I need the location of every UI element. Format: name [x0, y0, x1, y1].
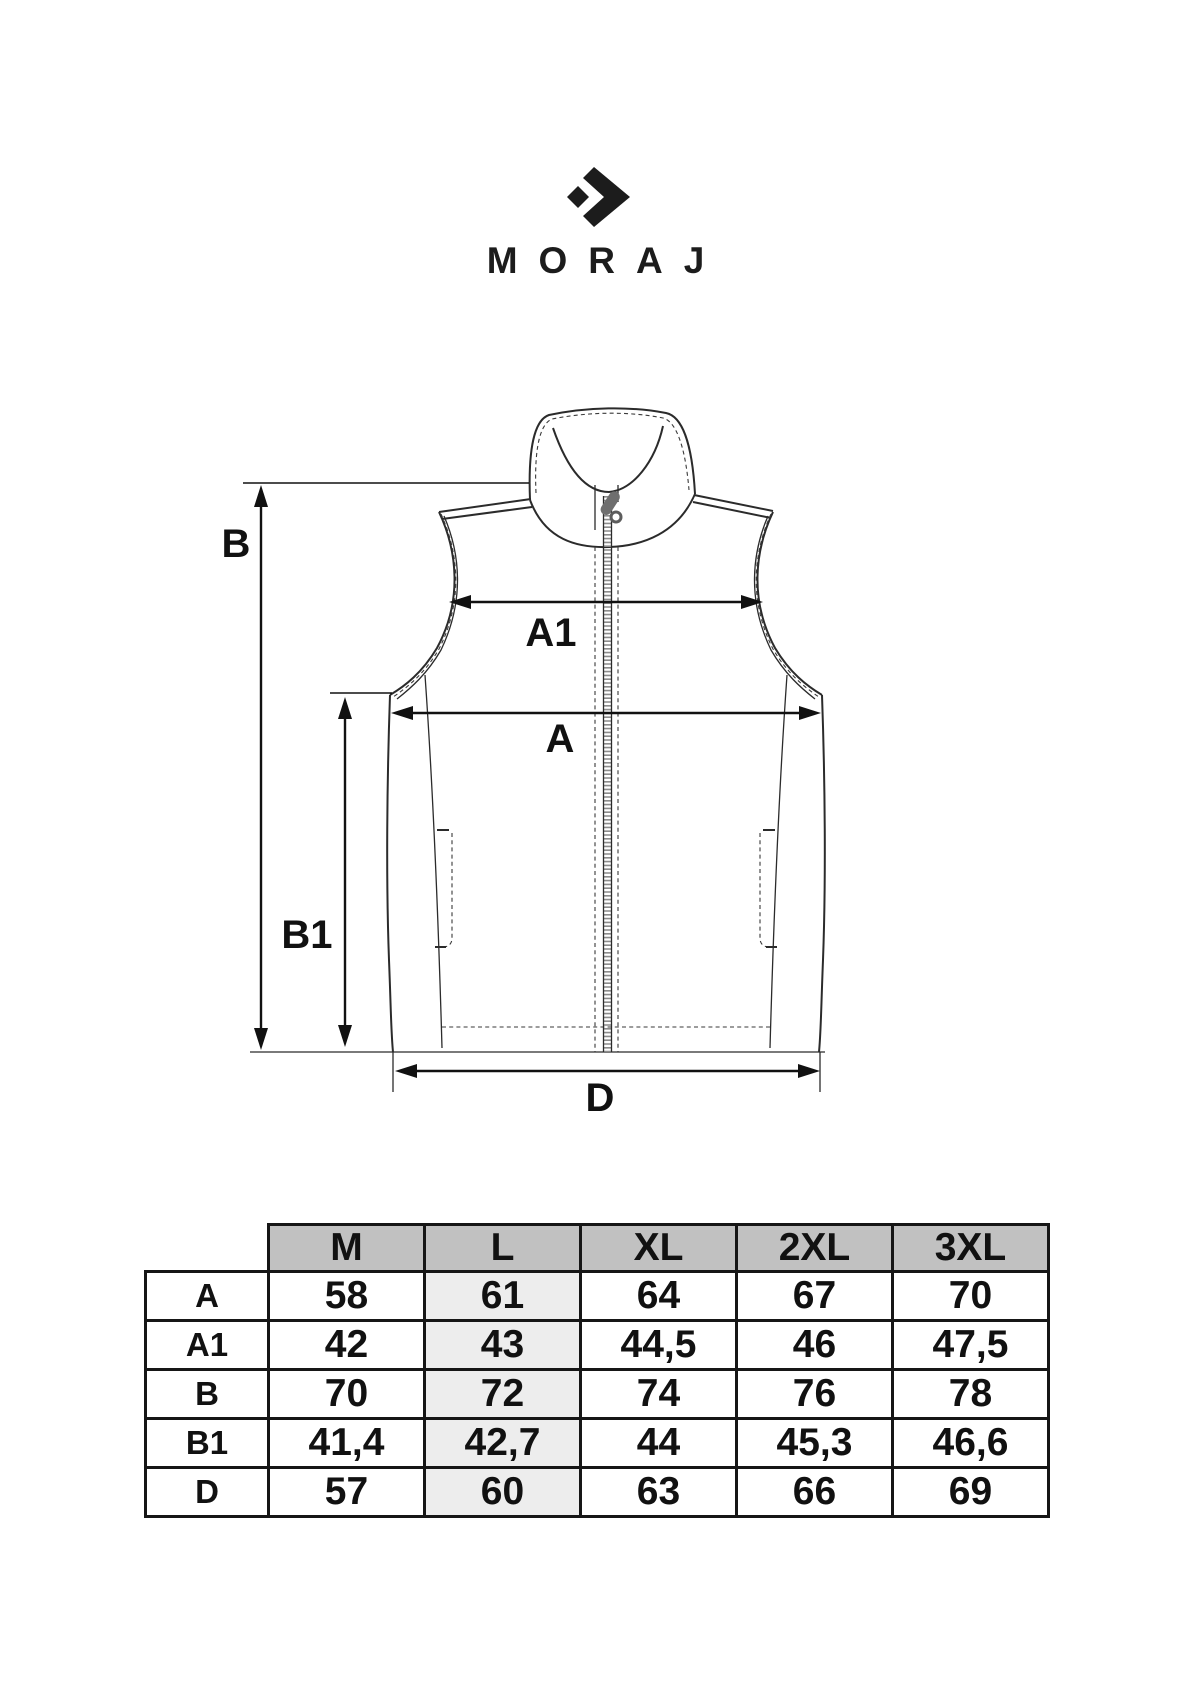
zipper-pull-ring — [611, 512, 621, 522]
cell-b-m: 70 — [269, 1370, 425, 1419]
dimension-label-a1: A1 — [525, 611, 577, 655]
table-row-a1 — [146, 1321, 1049, 1370]
cell-a1-xl: 44,5 — [581, 1321, 737, 1370]
cell-b1-l: 42,7 — [425, 1419, 581, 1468]
cell-b1-xl: 44 — [581, 1419, 737, 1468]
table-row-b — [146, 1370, 1049, 1419]
vest-flat-drawing — [250, 408, 825, 1092]
cell-a-xl: 64 — [581, 1272, 737, 1321]
cell-a1-l: 43 — [425, 1321, 581, 1370]
right-armhole — [757, 512, 822, 695]
cell-b1-3xl: 46,6 — [893, 1419, 1049, 1468]
front-zipper — [595, 485, 622, 1052]
table-row-d — [146, 1468, 1049, 1517]
size-column-2xl: 2XL — [737, 1225, 893, 1272]
table-row-a — [146, 1272, 1049, 1321]
logo-diamond-shape — [567, 186, 589, 208]
left-armhole — [390, 512, 455, 695]
size-table-header-row — [146, 1225, 1049, 1272]
logo-chevron-shape — [583, 167, 630, 227]
dimension-label-d: D — [585, 1076, 615, 1115]
right-shoulder-seam — [694, 495, 773, 511]
cell-d-3xl: 69 — [893, 1468, 1049, 1517]
inner-neckline — [553, 426, 663, 492]
left-shoulder-seam — [439, 499, 531, 512]
left-side-seam — [387, 695, 393, 1052]
size-column-m: M — [269, 1225, 425, 1272]
dimension-label-b1: B1 — [281, 913, 333, 957]
cell-a1-m: 42 — [269, 1321, 425, 1370]
cell-a-2xl: 67 — [737, 1272, 893, 1321]
row-label: B1 — [146, 1419, 269, 1468]
size-column-3xl: 3XL — [893, 1225, 1049, 1272]
size-table — [144, 1223, 1050, 1518]
vest-measurement-diagram — [215, 400, 835, 1115]
dimension-label-b: B — [221, 522, 251, 566]
cell-d-2xl: 66 — [737, 1468, 893, 1517]
cell-b-xl: 74 — [581, 1370, 737, 1419]
cell-b-l: 72 — [425, 1370, 581, 1419]
left-panel-seam — [425, 675, 442, 1048]
row-label: A — [146, 1272, 269, 1321]
right-panel-seam — [770, 675, 787, 1048]
cell-d-xl: 63 — [581, 1468, 737, 1517]
cell-a-l: 61 — [425, 1272, 581, 1321]
row-label: D — [146, 1468, 269, 1517]
cell-b1-m: 41,4 — [269, 1419, 425, 1468]
size-column-l: L — [425, 1225, 581, 1272]
cell-d-l: 60 — [425, 1468, 581, 1517]
cell-b-2xl: 76 — [737, 1370, 893, 1419]
dimension-lines — [222, 483, 821, 1115]
brand-name: MORAJ — [486, 240, 726, 281]
cell-b-3xl: 78 — [893, 1370, 1049, 1419]
table-row-b1 — [146, 1419, 1049, 1468]
cell-a1-3xl: 47,5 — [893, 1321, 1049, 1370]
brand-logo-icon — [560, 156, 638, 236]
table-corner-blank — [146, 1225, 269, 1272]
row-label: A1 — [146, 1321, 269, 1370]
dimension-label-a: A — [545, 717, 575, 761]
size-column-xl: XL — [581, 1225, 737, 1272]
cell-b1-2xl: 45,3 — [737, 1419, 893, 1468]
row-label: B — [146, 1370, 269, 1419]
stand-collar — [530, 408, 695, 547]
cell-a1-2xl: 46 — [737, 1321, 893, 1370]
cell-a-3xl: 70 — [893, 1272, 1049, 1321]
right-side-seam — [819, 695, 825, 1052]
cell-a-m: 58 — [269, 1272, 425, 1321]
cell-d-m: 57 — [269, 1468, 425, 1517]
